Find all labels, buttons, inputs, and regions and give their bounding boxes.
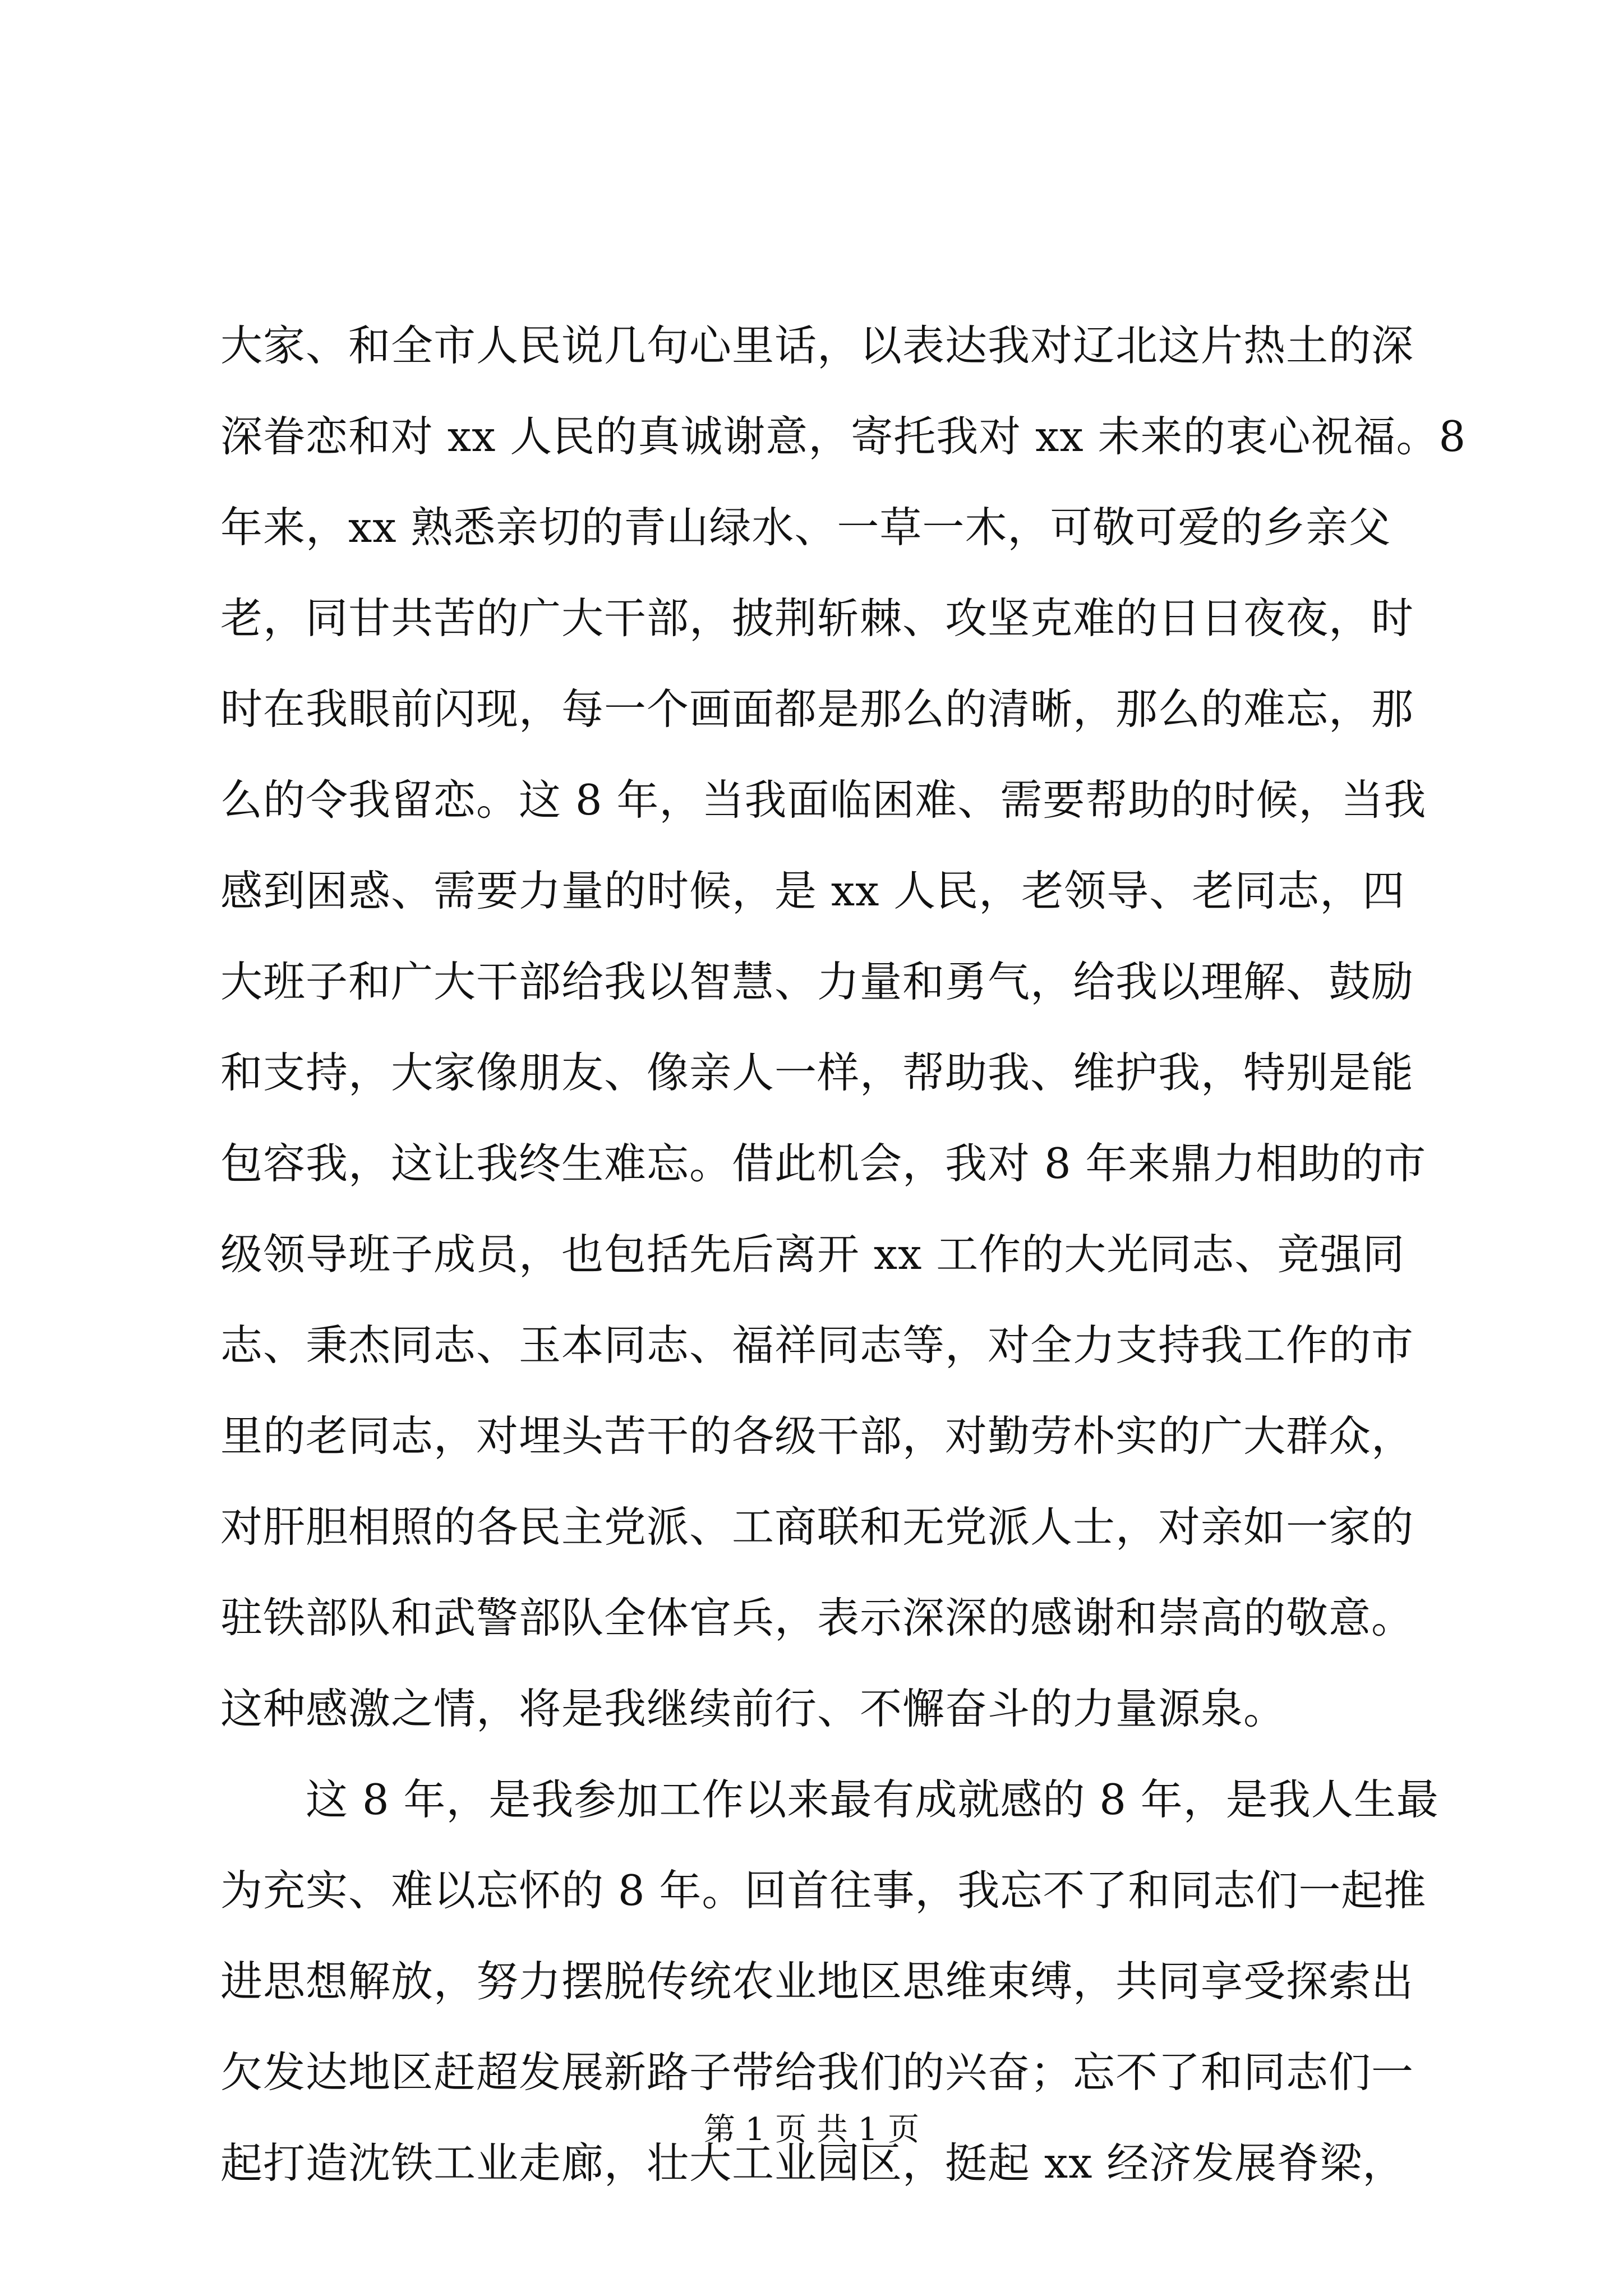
text-line: 时在我眼前闪现，每一个画面都是那么的清晰，那么的难忘，那 <box>220 684 1414 734</box>
text-line: 大家、和全市人民说几句心里话，以表达我对辽北这片热土的深 <box>220 321 1414 370</box>
text-line: 老，同甘共苦的广大干部，披荆斩棘、攻坚克难的日日夜夜，时 <box>220 593 1414 643</box>
body-text <box>220 300 1467 2208</box>
page-footer: 第 1 页 共 1 页 <box>703 2111 920 2148</box>
text-line: 级领导班子成员，也包括先后离开 xx 工作的大光同志、竞强同 <box>220 1230 1405 1279</box>
text-line: 大班子和广大干部给我以智慧、力量和勇气，给我以理解、鼓励 <box>220 957 1414 1006</box>
text-line: 对肝胆相照的各民主党派、工商联和无党派人士，对亲如一家的 <box>220 1502 1414 1552</box>
text-line: 这种感激之情，将是我继续前行、不懈奋斗的力量源泉。 <box>220 1684 1287 1733</box>
text-line: 么的令我留恋。这 8 年，当我面临困难、需要帮助的时候，当我 <box>220 775 1427 825</box>
text-line: 里的老同志，对埋头苦干的各级干部，对勤劳朴实的广大群众， <box>220 1411 1414 1461</box>
text-line: 和支持，大家像朋友、像亲人一样，帮助我、维护我，特别是能 <box>220 1048 1414 1097</box>
paragraph-start-line: 这 8 年，是我参加工作以来最有成就感的 8 年，是我人生最 <box>306 1775 1439 1824</box>
text-line: 感到困惑、需要力量的时候，是 xx 人民，老领导、老同志，四 <box>220 866 1405 915</box>
text-line: 进思想解放，努力摆脱传统农业地区思维束缚，共同享受探索出 <box>220 1957 1414 2006</box>
text-line: 驻铁部队和武警部队全体官兵，表示深深的感谢和崇高的敬意。 <box>220 1593 1414 1642</box>
text-line: 包容我，这让我终生难忘。借此机会，我对 8 年来鼎力相助的市 <box>220 1139 1427 1188</box>
text-line: 年来，xx 熟悉亲切的青山绿水、一草一木，可敬可爱的乡亲父 <box>220 503 1391 552</box>
text-line: 志、秉杰同志、玉本同志、福祥同志等，对全力支持我工作的市 <box>220 1320 1414 1370</box>
text-line: 欠发达地区赶超发展新路子带给我们的兴奋；忘不了和同志们一 <box>220 2047 1414 2097</box>
text-line: 深眷恋和对 xx 人民的真诚谢意，寄托我对 xx 未来的衷心祝福。8 <box>220 412 1467 461</box>
text-line: 起打造沈铁工业走廊，壮大工业园区，挺起 xx 经济发展脊梁， <box>220 2138 1405 2188</box>
text-line: 为充实、难以忘怀的 8 年。回首往事，我忘不了和同志们一起推 <box>220 1866 1427 1915</box>
